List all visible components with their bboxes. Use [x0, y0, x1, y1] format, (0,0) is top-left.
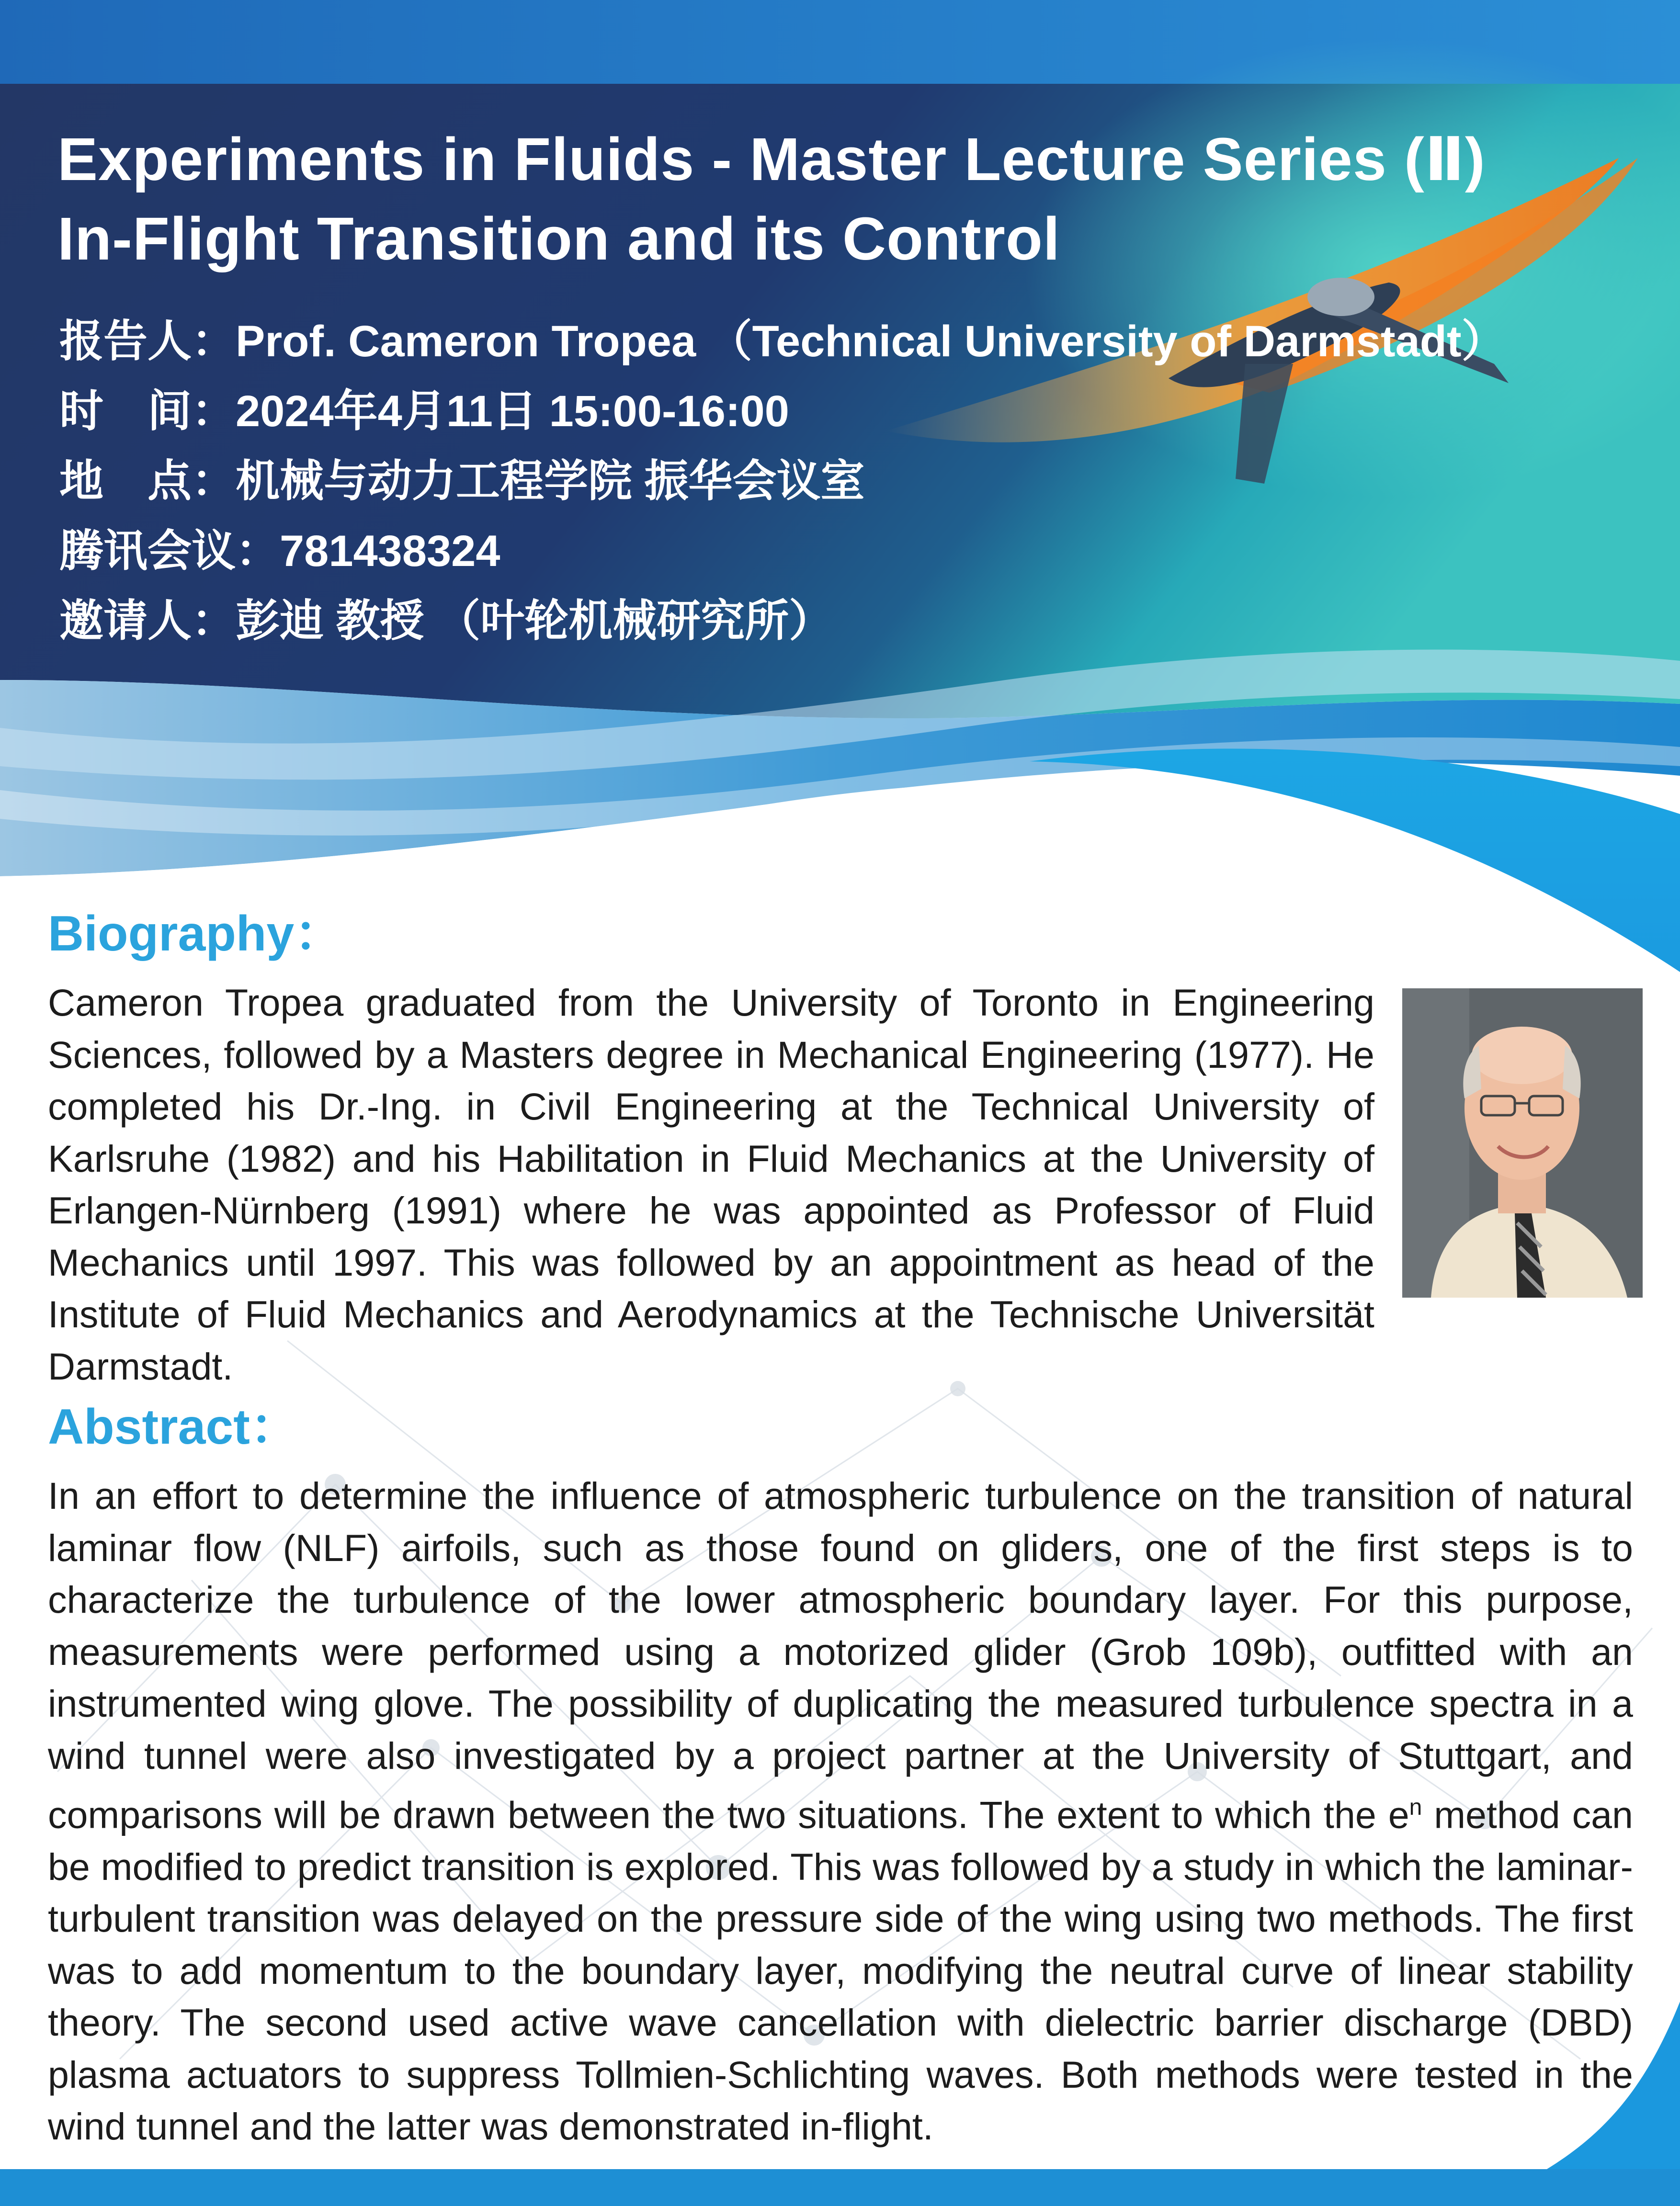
abstract-superscript: n: [1409, 1795, 1422, 1820]
lecture-info: [59, 306, 1640, 656]
speaker-photo: [1402, 988, 1643, 1298]
abstract-text-part-1: In an effort to determine the influence of atmospheric turbulence on the transition of natural laminar flow (NLF) airfoils, such as those found on gliders, one of the first steps is to characterize the turbulence of the lower atmospheric boundary layer. For this purpose, measurements were performed using a motorized glider (Grob 109b), outfitted with an instrumented wing glove. The possibility of duplicating the measured turbulence spectra in a wind tunnel were also investigated by a project partner at the University of Stuttgart, and comparisons will be drawn between the two situations. The extent to which the e: [48, 1474, 1633, 1836]
time-line: 时 间：2024年4月11日 15:00-16:00: [59, 387, 789, 436]
tencent-meeting-line: 腾讯会议：781438324: [59, 527, 500, 576]
abstract-heading: Abstract：: [48, 1399, 300, 1455]
location-line: 地 点：机械与动力工程学院 振华会议室: [59, 457, 865, 506]
speaker-line: 报告人：Prof. Cameron Tropea （Technical University of Darmstadt）: [59, 317, 1506, 366]
host-line: 邀请人：彭迪 教授 （叶轮机械研究所）: [59, 597, 833, 645]
title-line-1: Experiments in Fluids - Master Lecture Series (Ⅱ): [57, 125, 1486, 193]
lecture-title: [57, 120, 1638, 279]
abstract-text-part-2: method can be modified to predict transition is explored. This was followed by a study in which the laminar-turbulent transition was delayed on the pressure side of the wing using two methods. The first was to add momentum to the boundary layer, modifying the neutral curve of linear stability theory. The second used active wave cancellation with dielectric barrier discharge (DBD) plasma actuators to suppress Tollmien-Schlichting waves. Both methods were tested in the wind tunnel and the latter was demonstrated in-flight.: [48, 1793, 1633, 2148]
biography-text: Cameron Tropea graduated from the University of Toronto in Engineering Sciences, followed by a Masters degree in Mechanical Engineering (1977). He completed his Dr.-Ing. in Civil Engineering at the Technical University of Karlsruhe (1982) and his Habilitation in Fluid Mechanics at the University of Erlangen-Nürnberg (1991) where he was appointed as Professor of Fluid Mechanics until 1997. This was followed by an appointment as head of the Institute of Fluid Mechanics and Aerodynamics at the Technische Universität Darmstadt.: [48, 981, 1374, 1388]
biography-heading: Biography：: [48, 906, 344, 962]
title-line-2: In-Flight Transition and its Control: [57, 205, 1060, 272]
abstract-text: [48, 1470, 1633, 2153]
